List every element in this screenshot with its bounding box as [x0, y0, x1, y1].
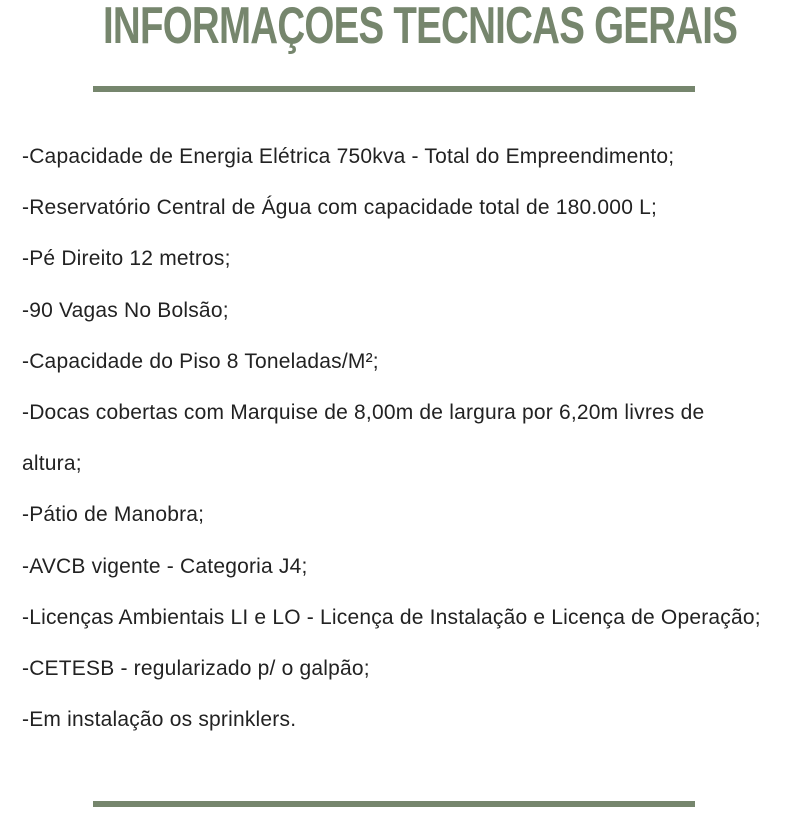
- page-title: INFORMAÇOES TECNICAS GERAIS: [102, 0, 738, 55]
- title-divider: [93, 86, 695, 92]
- list-item: -Pé Direito 12 metros;: [22, 247, 231, 271]
- list-item: -Em instalação os sprinklers.: [22, 708, 297, 732]
- list-item: -90 Vagas No Bolsão;: [22, 298, 229, 322]
- list-item: -Pátio de Manobra;: [22, 503, 205, 527]
- list-item: -Docas cobertas com Marquise de 8,00m de largura por 6,20m livres de altura;: [22, 401, 705, 476]
- list-item: -Capacidade de Energia Elétrica 750kva - Total do Empreendimento;: [22, 145, 675, 168]
- list-item: -AVCB vigente - Categoria J4;: [22, 554, 308, 578]
- footer-divider: [93, 801, 695, 807]
- technical-info-list: [22, 131, 762, 745]
- list-item: -CETESB - regularizado p/ o galpão;: [22, 657, 370, 681]
- list-item: -Reservatório Central de Água com capacidade total de 180.000 L;: [22, 196, 658, 220]
- list-item: -Licenças Ambientais LI e LO - Licença de Instalação e Licença de Operação;: [22, 605, 761, 629]
- list-item: -Capacidade do Piso 8 Toneladas/M²;: [22, 349, 379, 373]
